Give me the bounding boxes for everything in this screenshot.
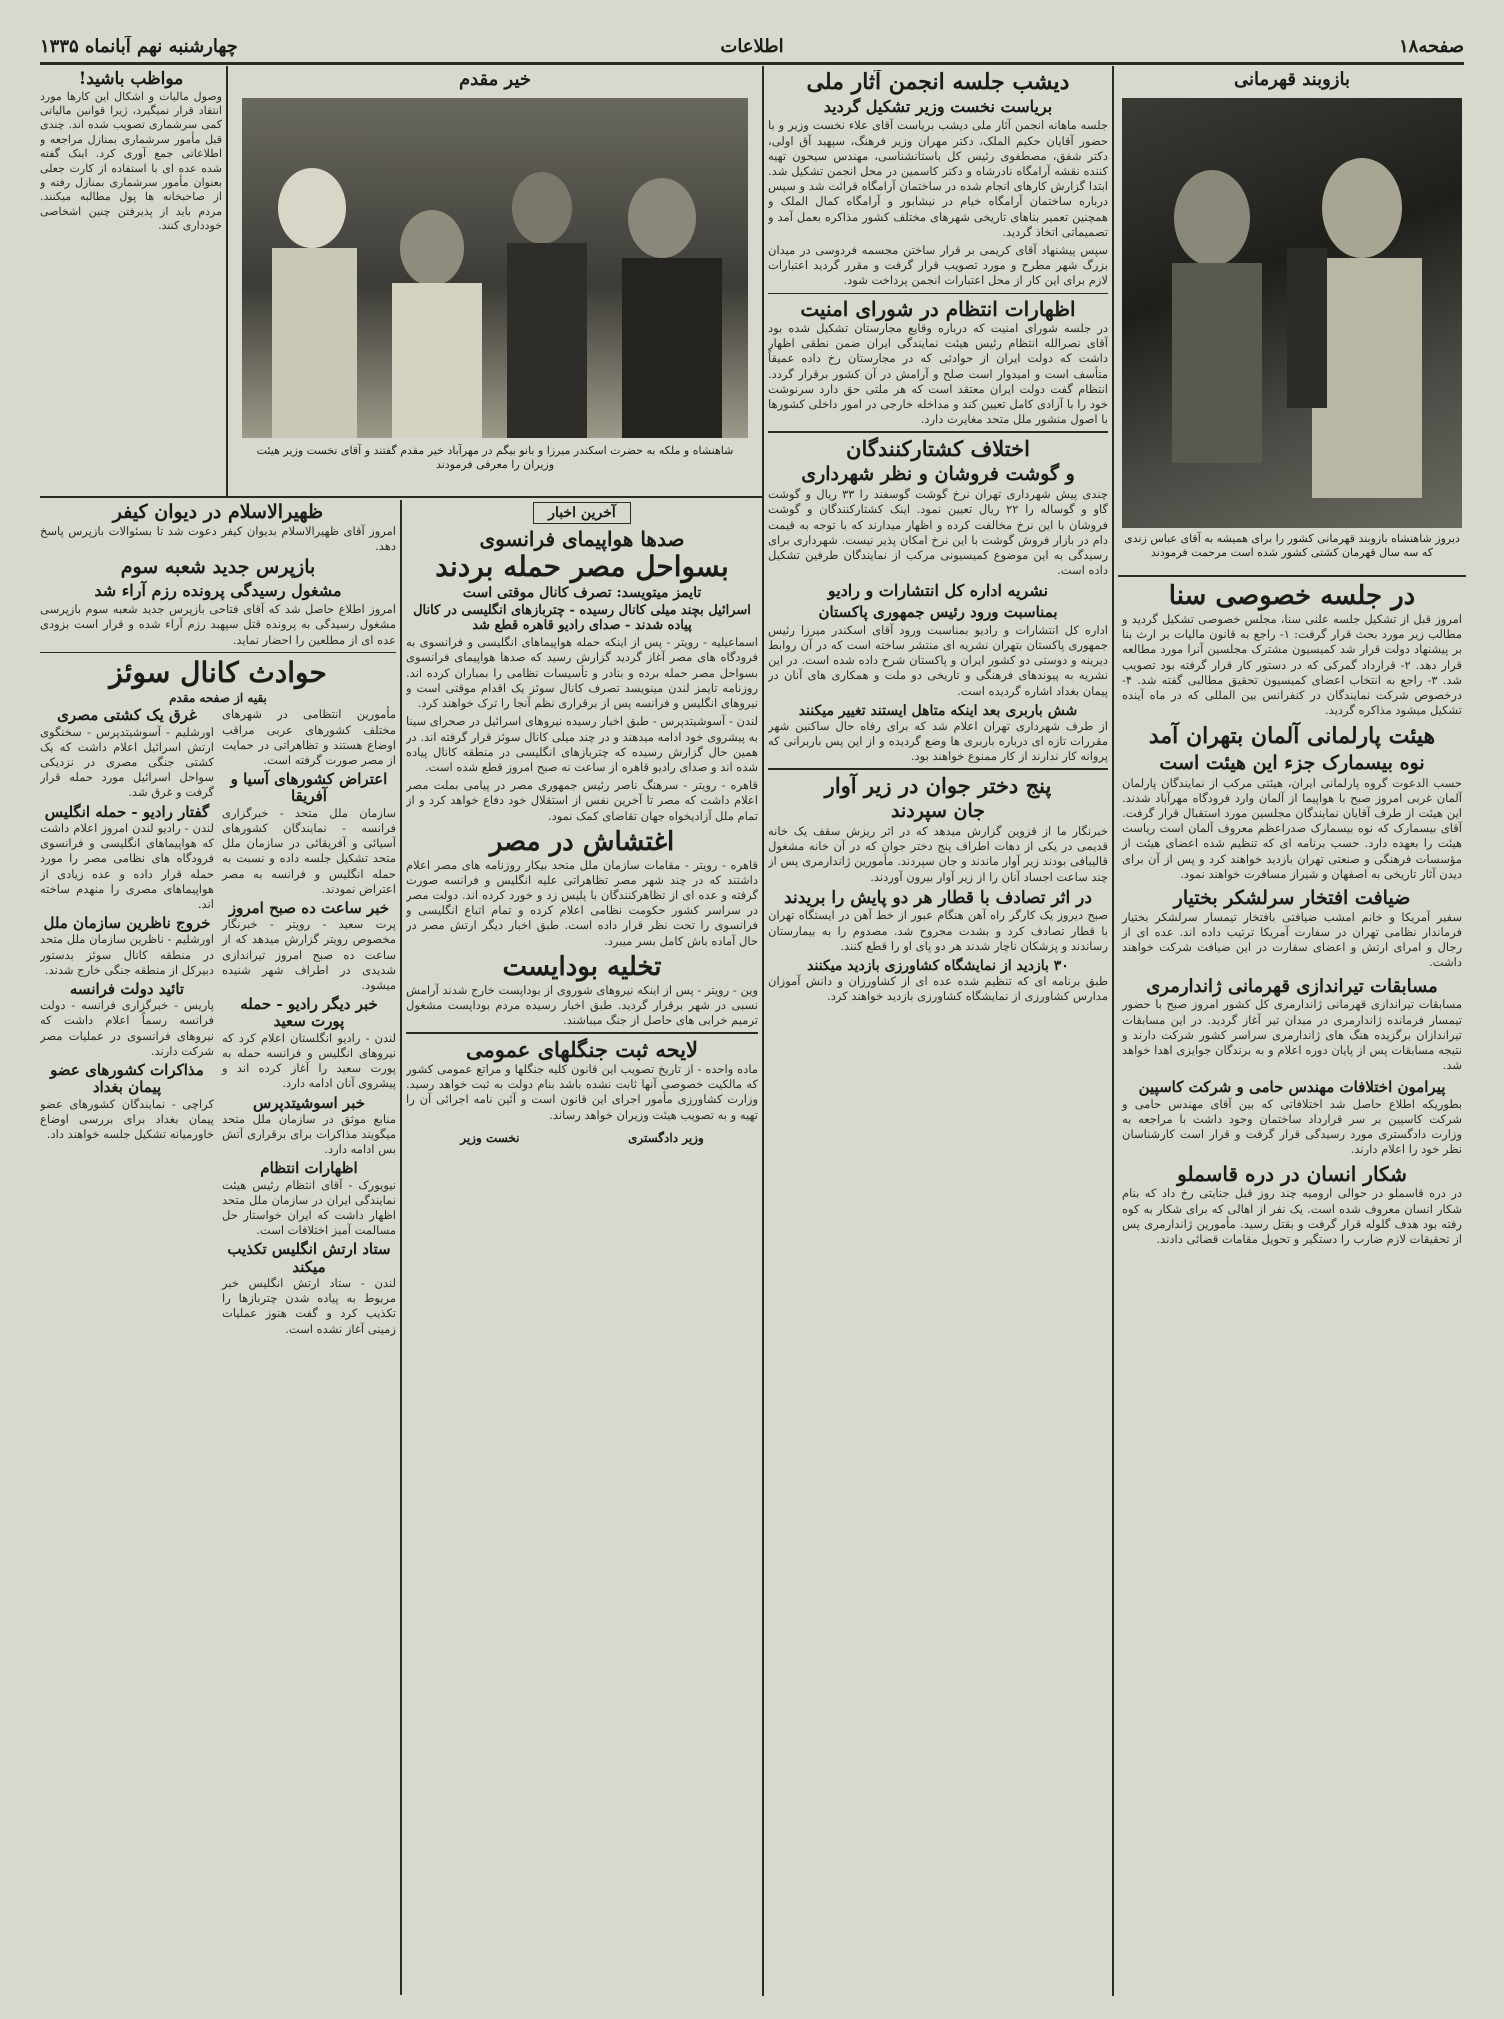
welcome-title: خیر مقدم	[458, 70, 532, 90]
section-rule	[406, 1032, 758, 1034]
suez-text: مأمورین انتظامی در شهرهای مختلف کشورهای عربی مراقب اوضاع هستند و تظاهراتی در حمایت از مصر صورت گرفته است.	[222, 707, 396, 767]
train-text: صبح دیروز یک کارگر راه آهن هنگام عبور از خط آهن در ایستگاه تهران با قطار تصادف کرد و بشدت مجروح شد. مصدوم را به بیمارستان رساندند و پزشکان ناچار شدند هر دو پای او را قطع کنند.	[768, 908, 1108, 953]
exhibition-text: طبق برنامه ای که تنظیم شده عده ای از کشاورزان و دانش آموزان مدارس کشاورزی از نمایشگاه کشاورزی بازدید خواهند کرد.	[768, 974, 1108, 1004]
wrestler-figures	[1122, 98, 1462, 528]
port-said-text: لندن - رادیو انگلستان اعلام کرد که نیروهای انگلیس و فرانسه حمله به پورت سعید را آغاز کرده اند و پیشروی آنان ادامه دارد.	[222, 1030, 396, 1091]
hami-headline: پیرامون اختلافات مهندس حامی و شرکت کاسپین	[1138, 1078, 1446, 1097]
welcome-figures	[242, 98, 748, 438]
wrestler-photo	[1122, 98, 1462, 528]
zahir-text: امروز آقای ظهیرالاسلام بدیوان کیفر دعوت شد تا بسئوالات بازپرس پاسخ دهد.	[40, 523, 396, 554]
qasemlu-text: در دره قاسملو در حوالی ارومیه چند روز قبل جنایتی رخ داد که بنام شکار انسان معروف شده است. یک نفر از اهالی که برای شکار به کوه رفته بود هدف گلوله قرار گرفت و بقتل رسید. مأمورین ژاندارمری پس از تحقیقات لازم ضارب را دستگیر و تحویل مقامات قضائی دادند.	[1122, 1186, 1462, 1247]
section-rule	[768, 768, 1108, 770]
egypt-attack-text: اسماعیلیه - رویتر - پس از اینکه حمله هواپیماهای انگلیسی و فرانسوی به فرودگاه های مصر آغاز گردید گزارش رسید که صدها هواپیمای فرانسوی بسواحل مصر حمله برده و بنادر و تأسیسات نظامی را بمباران کرده اند. روزنامه تایمز لندن مینویسد تصرف کانال سوئز یک اقدام موقتی است و نیروهای انگلیس و فرانسه پس از برقراری نظم آنجا را ترک خواهند کرد.	[406, 635, 758, 711]
welcome-photo-block	[232, 70, 758, 495]
asia-africa-text: سازمان ملل متحد - خبرگزاری فرانسه - نمایندگان کشورهای آسیائی و آفریقائی در سازمان ملل متحد تشکیل جلسه داده و نسبت به حمله انگلیس و فرانسه به مصر اعتراض نمودند.	[222, 805, 396, 896]
section-rule	[228, 496, 762, 498]
porters-text: از طرف شهرداری تهران اعلام شد که برای رفاه حال ساکنین شهر مقررات تازه ای درباره باربری ها وضع گردیده و از این پس باربرانی که پروانه کار ندارند از کار ممنوع خواهند بود.	[768, 718, 1108, 764]
bakhtiar-headline: ضیافت افتخار سرلشکر بختیار	[1173, 887, 1411, 910]
israel-subhead: اسرائیل بچند میلی کانال رسیده - چتربازهای انگلیسی در کانال پیاده شدند - صدای رادیو قاهره قطع شد	[413, 603, 751, 634]
beware-headline: مواظب باشید!	[78, 70, 184, 89]
entezam-statement-text: نیویورک - آقای انتظام رئیس هیئت نمایندگی ایران در سازمان ملل متحد اظهار داشت که ایران خواستار حل مسالمت آمیز اختلافات است.	[222, 1177, 396, 1238]
photo-title: بازوبند قهرمانی	[1233, 70, 1350, 90]
ten-am-text: پرت سعید - رویتر - خبرنگار مخصوص رویتر گزارش میدهد که از ساعت ده صبح امروز تیراندازی شدیدی در اطراف شهر شنیده میشود.	[222, 917, 396, 992]
ten-am-headline: خبر ساعت ده صبح امروز	[228, 898, 390, 917]
radio-headline: نشریه اداره کل انتشارات و رادیو	[827, 581, 1049, 601]
egypt-unrest-text: قاهره - رویتر - مقامات سازمان ملل متحد بیکار روزنامه های مصر اعلام داشتند که در چند شهر مصر تظاهراتی علیه انگلیس و فرانسه صورت گرفته و عده ای از تظاهرکنندگان با پلیس زد و خورد کرده اند. دولت مصر در سراسر کشور حکومت نظامی اعلام کرده و تمام اتباع انگلیسی و فرانسوی را تحت نظر قرار داده است. طبق اخبار دیگر ارتش مصر در حال آماده باش کامل بسر میبرد.	[406, 857, 758, 948]
page-number: صفحه۱۸	[1398, 36, 1464, 57]
monuments-text: جلسه ماهانه انجمن آثار ملی دیشب بریاست آقای علاء نخست وزیر و با حضور آقایان حکیم الملک، دکتر مهران وزیر فرهنگ، سپهبد آق اولی، دکتر شفق، مصطفوی رئیس کل باستانشناسی، مهندس سیحون تهیه کننده نقشه آرامگاه نادرشاه و دکتر کاسمین در محل انجمن تشکیل شد. ابتدا گزارش کارهای انجام شده در ساختمان آرامگاه قرائت شد و سپس درباره ساختمان آرامگاه خیام در نیشابور و آرامگاه کمال الملک و همچنین تعمیر بناهای تاریخی شهرهای مختلف کشور مذاکره بعمل آمد و تصمیماتی اتخاذ گردید.	[768, 118, 1108, 239]
welcome-caption: شاهنشاه و ملکه به حضرت اسکندر میرزا و بانو بیگم در مهرآباد خیر مقدم گفتند و آقای نخست وزیر هیئت وزیران را معرفی فرمودند	[256, 444, 734, 471]
monuments-headline: دیشب جلسه انجمن آثار ملی	[806, 70, 1070, 95]
army-denial-text: لندن - ستاد ارتش انگلیس خبر مربوط به پیاده شدن چتربازها را تکذیب کرد و گفت هنوز عملیات زمینی آغاز نشده است.	[222, 1275, 396, 1336]
latest-news-box: آخرین اخبار	[533, 502, 631, 524]
entezam-text: در جلسه شورای امنیت که درباره وقایع مجارستان تشکیل شده بود آقای نصرالله انتظام رئیس هیئت نمایندگی ایران ضمن نطقی اظهار داشت که دولت ایران از حوادثی که در مجارستان رخ داده عمیقاً متأسف است و امیدوار است صلح و آرامش در آن کشور برقرار گردد. انتظام گفت دولت ایران معتقد است که هر ملتی حق دارد سرنوشت خود را با آزادی کامل تعیین کند و مداخله خارجی در امور داخلی کشورها با اصول منشور ملل متحد مغایرت دارد.	[768, 321, 1108, 427]
zahir-headline: ظهیرالاسلام در دیوان کیفر	[112, 502, 324, 523]
german-delegation-text: حسب الدعوت گروه پارلمانی ایران، هیئتی مرکب از نمایندگان پارلمان آلمان غربی امروز صبح با هواپیما از آلمان وارد فرودگاه مهرآباد شدند. این هیئت از طرف آقایان نمایندگان مجلسین مورد استقبال قرار گرفت. آقای بیسمارک که نوه بیسمارک صدراعظم معروف آلمان است ریاست هیئت را بعهده دارد. حسب برنامه ای که تنظیم شده اعضای هیئت از مؤسسات فرهنگی و صنعتی تهران بازدید خواهند کرد و پس از آن برای دیدن آثار تاریخی به اصفهان و شیراز مسافرت خواهند نمود.	[1122, 775, 1462, 881]
column-left-top	[40, 70, 222, 496]
forest-bill-text: ماده واحده - از تاریخ تصویب این قانون کلیه جنگلها و مراتع عمومی کشور که مالکیت خصوصی آنها ثابت نشده باشد بنام دولت به ثبت خواهد رسید. وزارت کشاورزی مأمور اجرای این قانون است و آئین نامه اجرائی آن را تهیه و به تصویب هیئت وزیران خواهد رساند.	[406, 1061, 758, 1122]
butchers-subhead: و گوشت فروشان و نظر شهرداری	[801, 463, 1075, 486]
ap-headline: خبر اسوشیتدپرس	[252, 1093, 366, 1112]
column-center	[406, 502, 758, 1995]
butchers-headline: اختلاف کشتارکنندگان	[846, 435, 1030, 461]
entezam-headline: اظهارات انتظام در شورای امنیت	[800, 297, 1076, 322]
baghdad-pact-headline: مذاکرات کشورهای عضو پیمان بغداد	[50, 1061, 204, 1097]
suez-continued: بقیه از صفحه مقدم	[169, 691, 267, 706]
column-center-right	[768, 70, 1108, 1995]
france-confirm-headline: تائید دولت فرانسه	[69, 979, 185, 998]
egypt-attack-text-3: قاهره - رویتر - سرهنگ ناصر رئیس جمهوری مصر در پیامی بملت مصر اعلام داشت که مصر تا آخرین نفس از استقلال خود دفاع خواهد کرد و از تمام ملل آزادیخواه جهان تقاضای کمک نمود.	[406, 778, 758, 823]
girls-text: خبرنگار ما از قزوین گزارش میدهد که در اثر ریزش سقف یک خانه قدیمی در یکی از دهات اطراف پنج دختر جوان که در آن خانه مشغول قالیبافی بودند زیر آوار ماندند و جان سپردند. مأمورین ژاندارمری پس از چند ساعت اجساد آنان را از زیر آوار بیرون آوردند.	[768, 824, 1108, 884]
german-delegation-subhead: نوه بیسمارک جزء این هیئت است	[1159, 751, 1425, 774]
shooting-text: مسابقات تیراندازی قهرمانی ژاندارمری کل کشور امروز صبح با حضور تیمسار فرمانده ژاندارمری در میدان تیر آغاز گردید. در این مسابقات تیراندازان برگزیده هنگ های ژاندارمری سراسر کشور شرکت دارند و نتیجه مسابقات پس از پایان دوره اعلام و به برندگان جوایزی اهدا خواهد شد.	[1122, 997, 1462, 1073]
monuments-subhead: بریاست نخست وزیر تشکیل گردید	[823, 97, 1053, 117]
radio-attack-text: لندن - رادیو لندن امروز اعلام داشت که هواپیماهای انگلیسی و فرانسوی فرودگاه های نظامی مصر را مورد حمله قرار داده و عده زیادی از هواپیماهای مصری را منهدم ساخته اند.	[40, 820, 214, 911]
radio-attack-headline: گفتار رادیو - حمله انگلیس	[44, 802, 210, 821]
issue-date: چهارشنبه نهم آبانماه ۱۳۳۵	[40, 36, 238, 57]
german-delegation-headline: هیئت پارلمانی آلمان بتهران آمد	[1148, 723, 1436, 750]
egypt-attack-text-2: لندن - آسوشیتدپرس - طبق اخبار رسیده نیروهای اسرائیل در صحرای سینا به پیشروی خود ادامه میدهند و در چند میلی کانال سوئز قرار گرفته اند. در همین حال گزارش رسیده که چتربازهای انگلیسی در منطقه کانال پیاده شده اند و صدای رادیو قاهره از ساعت نه صبح امروز قطع شده است.	[406, 714, 758, 774]
investigator-headline: بازپرس جدید شعبه سوم	[120, 556, 316, 579]
budapest-text: وین - رویتر - پس از اینکه نیروهای شوروی از بوداپست خارج شدند آرامش نسبی در شهر برقرار گردید. طبق اخبار رسیده مردم بوداپست مشغول ترمیم خرابی های حاصل از جنگ میباشند.	[406, 982, 758, 1028]
newspaper-name: اطلاعات	[720, 36, 784, 57]
column-divider	[400, 500, 402, 1995]
porters-headline: شش باربری بعد اینکه متاهل ایستند تغییر میکنند	[798, 702, 1078, 719]
column-divider	[226, 66, 228, 496]
beware-text: وصول مالیات و اشکال این کارها مورد انتقاد قرار نمیگیرد، ژیرا قوانین مالیاتی کمی سرشماری تصویب شده اند. چندی قبل مأمور سرشماری بمنازل مراجعه و اطلاعاتی جمع آوری کرد. اینک گفته شده عده ای با استفاده از کارت جعلی بعنوان مأمور سرشماری بمنازل رفته و از صاحبخانه ها پول مطالبه میکنند. مردم باید از پذیرفتن چنین اشخاصی خودداری کنند.	[40, 89, 222, 233]
egypt-attack-headline: بسواحل مصر حمله بردند	[435, 550, 729, 584]
ap-text: منابع موثق در سازمان ملل متحد میگویند مذاکرات برای برقراری آتش بس ادامه دارد.	[222, 1111, 396, 1157]
section-rule	[40, 652, 396, 654]
entezam-statement-headline: اظهارات انتظام	[260, 1159, 358, 1178]
girls-subhead: جان سپردند	[891, 800, 985, 823]
signature-justice-minister: وزیر دادگستری	[627, 1130, 704, 1145]
ship-text: اورشلیم - آسوشیتدپرس - سخنگوی ارتش اسرائیل اعلام داشت که یک کشتی جنگی مصری در نزدیکی سواحل اسرائیل مورد حمله قرار گرفت و غرق شد.	[40, 724, 214, 800]
port-said-headline: خبر دیگر رادیو - حمله پورت سعید	[240, 995, 378, 1031]
france-confirm-text: پاریس - خبرگزاری فرانسه - دولت فرانسه رسماً اعلام داشت که نیروهای فرانسوی در عملیات مصر شرکت دارند.	[40, 998, 214, 1058]
butchers-text: چندی پیش شهرداری تهران نرخ گوشت گوسفند را ۳۳ ریال و گوشت گاو و گوساله را ۲۲ ریال تعیین نمود. اینک کشتارکنندگان و گوشت فروشان با این نرخ مخالفت کرده و اظهار میدارند که با توجه به قیمت دام در بازار فروش گوشت با این نرخ امکان پذیر نیست. شهرداری برای رسیدگی به این موضوع کمیسیونی مرکب از نمایندگان طرفین تشکیل داده است.	[768, 487, 1108, 578]
bakhtiar-text: سفیر آمریکا و خانم امشب ضیافتی بافتخار تیمسار سرلشکر بختیار فرماندار نظامی تهران در سفارت آمریکا ترتیب داده اند. عده ای از رجال و امرای ارتش و اعضای سفارت در این ضیافت شرکت خواهند داشت.	[1122, 909, 1462, 970]
hami-text: بطوریکه اطلاع حاصل شد اختلافاتی که بین آقای مهندس حامی و شرکت کاسپین بر سر قرارداد ساختمان وجود داشت با مراجعه به وزارت دادگستری مورد رسیدگی قرار گرفت و قرار است کارشناسان نظر خود را اعلام دارند.	[1122, 1096, 1462, 1157]
radio-text: اداره کل انتشارات و رادیو بمناسبت ورود آقای اسکندر میرزا رئیس جمهوری پاکستان بتهران نشریه ای منتشر ساخته است که در آن روابط دیرینه و دوستی دو کشور ایران و پاکستان شرح داده شده است. در این نشریه به پیوندهای فرهنگی و تاریخی دو ملت و همکاری های آنان در پیمان بغداد اشاره گردیده است.	[768, 622, 1108, 698]
column-divider	[762, 66, 764, 1996]
train-headline: در اثر تصادف با قطار هر دو پایش را بریدند	[784, 887, 1092, 908]
army-denial-headline: ستاد ارتش انگلیس تکذیب میکند	[227, 1240, 391, 1276]
egypt-unrest-headline: اغتشاش در مصر	[489, 826, 675, 857]
masthead-rule	[40, 62, 1464, 65]
welcome-photo	[242, 98, 748, 438]
senate-headline: در جلسه خصوصی سنا	[1168, 581, 1416, 611]
french-planes-headline: صدها هواپیمای فرانسوی	[479, 527, 685, 552]
asia-africa-headline: اعتراض کشورهای آسیا و آفریقا	[230, 770, 388, 806]
qasemlu-headline: شکار انسان در دره قاسملو	[1177, 1162, 1407, 1187]
girls-headline: پنج دختر جوان در زیر آوار	[824, 772, 1052, 798]
column-divider	[1112, 66, 1114, 1996]
signature-prime-minister: نخست وزیر	[460, 1130, 520, 1145]
suez-headline: حوادث کانال سوئز	[109, 656, 327, 690]
section-rule	[768, 293, 1108, 295]
column-left	[40, 502, 396, 1995]
section-rule	[1118, 575, 1466, 577]
times-subhead: تایمز میتویسد: تصرف کانال موقتی است	[462, 585, 702, 602]
column-right	[1118, 70, 1466, 1995]
radio-subhead: بمناسبت ورود رئیس جمهوری پاکستان	[818, 602, 1058, 621]
shooting-headline: مسابقات تیراندازی قهرمانی ژاندارمری	[1146, 975, 1438, 997]
photo-caption: دیروز شاهنشاه بازوبند قهرمانی کشور را برای همیشه به آقای عباس زندی که سه سال قهرمان کشتی کشور شده است مرحمت فرمودند	[1124, 532, 1460, 559]
exhibition-headline: ۳۰ بازدید از نمایشگاه کشاورزی بازدید میکنند	[807, 958, 1069, 975]
observers-headline: خروج ناظرین سازمان ملل	[43, 914, 211, 933]
investigator-text: امروز اطلاع حاصل شد که آقای فتاحی بازپرس جدید شعبه سوم بازپرسی مشغول رسیدگی به پرونده قتل سپهبد رزم آراء شده و قرار است بزودی عده ای از مطلعین را احضار نماید.	[40, 602, 396, 647]
observers-text: اورشلیم - ناظرین سازمان ملل متحد در منطقه کانال سوئز بدستور دبیرکل از منطقه جنگی خارج شدند.	[40, 932, 214, 977]
investigator-subhead: مشغول رسیدگی پرونده رزم آراء شد	[94, 581, 342, 601]
ship-headline: غرق یک کشتی مصری	[57, 706, 197, 725]
forest-bill-headline: لایحه ثبت جنگلهای عمومی	[465, 1036, 699, 1062]
senate-text: امروز قبل از تشکیل جلسه علنی سنا، مجلس خصوصی تشکیل گردید و مطالب زیر مورد بحث قرار گرفت: ۱- راجع به قانون مالیات بر ارث بنا بر پیشنهاد دولت قرار شد کمیسیون مشترک مجلسین آنرا مورد مطالعه قرار دهد. ۲- قرارداد گمرکی که در دستور کار قرار گرفته بود تصویب شد. ۳- راجع به انتخاب اعضای کمیسیون تحقیق مطالبی گفته شد. ۴- درخصوص شرکت نمایندگان در کنفرانس بین المللی که در ماه آینده تشکیل میشود مذاکره گردید.	[1122, 611, 1463, 718]
section-rule	[40, 496, 228, 498]
monuments-text-2: سپس پیشنهاد آقای کریمی بر قرار ساختن مجسمه فردوسی در میدان بزرگ شهر مطرح و مورد تصویب قرار گرفت و مقرر گردید اعتبارات لازم برای این کار از محل اعتبارات انجمن پرداخت شود.	[768, 242, 1108, 288]
section-rule	[768, 431, 1108, 433]
baghdad-pact-text: کراچی - نمایندگان کشورهای عضو پیمان بغداد برای بررسی اوضاع خاورمیانه تشکیل جلسه خواهند داد.	[40, 1096, 214, 1141]
budapest-headline: تخلیه بودایست	[502, 951, 662, 982]
